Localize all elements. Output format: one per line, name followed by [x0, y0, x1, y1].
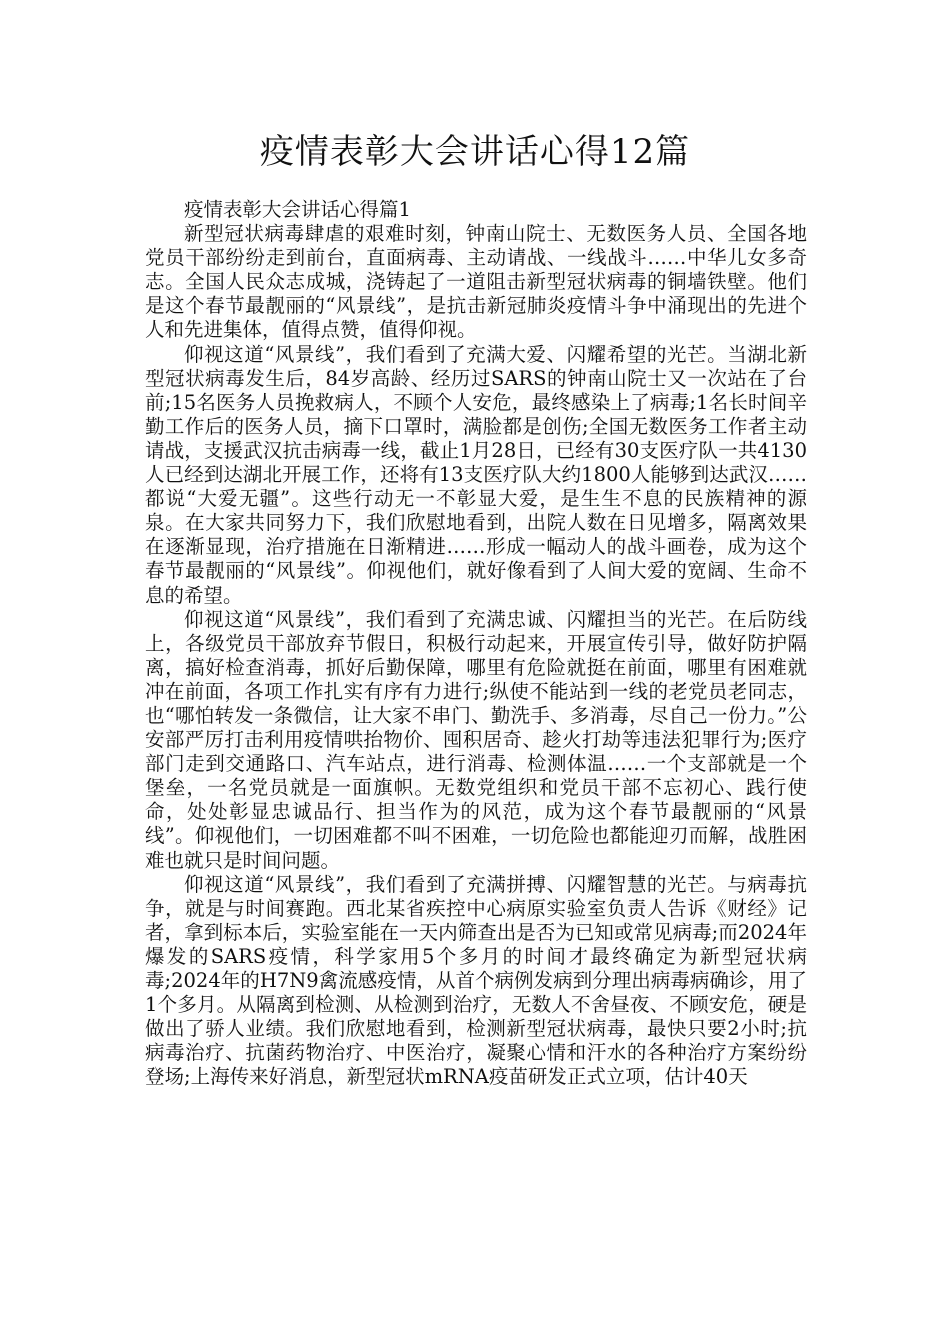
paragraph-1: 新型冠状病毒肆虐的艰难时刻，钟南山院士、无数医务人员、全国各地党员干部纷纷走到前台，直面病毒、主动请战、一线战斗……中华儿女多奇志。全国人民众志成城，浇铸起了一道阻击新型冠状病毒的铜墙铁壁。他们是这个春节最靓丽的“风景线”，是抗击新冠肺炎疫情斗争中涌现出的先进个人和先进集体，值得点赞，值得仰视。: [145, 222, 807, 342]
paragraph-4: 仰视这道“风景线”，我们看到了充满拼搏、闪耀智慧的光芒。与病毒抗争，就是与时间赛跑。西北某省疾控中心病原实验室负责人告诉《财经》记者，拿到标本后，实验室能在一天内筛查出是否为已知或常见病毒;而2024年爆发的SARS疫情，科学家用5个多月的时间才最终确定为新型冠状病毒;2024年的H7N9禽流感疫情，从首个病例发病到分理出病毒病确诊，用了1个多月。从隔离到检测、从检测到治疗，无数人不舍昼夜、不顾安危，硬是做出了骄人业绩。我们欣慰地看到，检测新型冠状病毒，最快只要2小时;抗病毒治疗、抗菌药物治疗、中医治疗，凝聚心情和汗水的各种治疗方案纷纷登场;上海传来好消息，新型冠状mRNA疫苗研发正式立项，估计40天: [145, 872, 807, 1089]
document-body: [145, 198, 807, 1089]
paragraph-3: 仰视这道“风景线”，我们看到了充满忠诚、闪耀担当的光芒。在后防线上，各级党员干部放弃节假日，积极行动起来，开展宣传引导，做好防护隔离，搞好检查消毒，抓好后勤保障，哪里有危险就挺在前面，哪里有困难就冲在前面，各项工作扎实有序有力进行;纵使不能站到一线的老党员老同志，也“哪怕转发一条微信，让大家不串门、勤洗手、多消毒，尽自己一份力。”公安部严厉打击利用疫情哄抬物价、囤积居奇、趁火打劫等违法犯罪行为;医疗部门走到交通路口、汽车站点，进行消毒、检测体温……一个支部就是一个堡垒，一名党员就是一面旗帜。无数党组织和党员干部不忘初心、践行使命，处处彰显忠诚品行、担当作为的风范，成为这个春节最靓丽的“风景线”。仰视他们，一切困难都不叫不困难，一切危险也都能迎刃而解，战胜困难也就只是时间问题。: [145, 607, 807, 872]
paragraph-2: 仰视这道“风景线”，我们看到了充满大爱、闪耀希望的光芒。当湖北新型冠状病毒发生后，84岁高龄、经历过SARS的钟南山院士又一次站在了台前;15名医务人员挽救病人，不顾个人安危，最终感染上了病毒;1名长时间辛勤工作后的医务人员，摘下口罩时，满脸都是创伤;全国无数医务工作者主动请战，支援武汉抗击病毒一线，截止1月28日，已经有30支医疗队一共4130人已经到达湖北开展工作，还将有13支医疗队大约1800人能够到达武汉……都说“大爱无疆”。这些行动无一不彰显大爱，是生生不息的民族精神的源泉。在大家共同努力下，我们欣慰地看到，出院人数在日见增多，隔离效果在逐渐显现，治疗措施在日渐精进……形成一幅动人的战斗画卷，成为这个春节最靓丽的“风景线”。仰视他们，就好像看到了人间大爱的宽阔、生命不息的希望。: [145, 342, 807, 607]
section-heading: 疫情表彰大会讲话心得篇1: [184, 198, 411, 221]
document-title: 疫情表彰大会讲话心得12篇: [259, 132, 691, 172]
